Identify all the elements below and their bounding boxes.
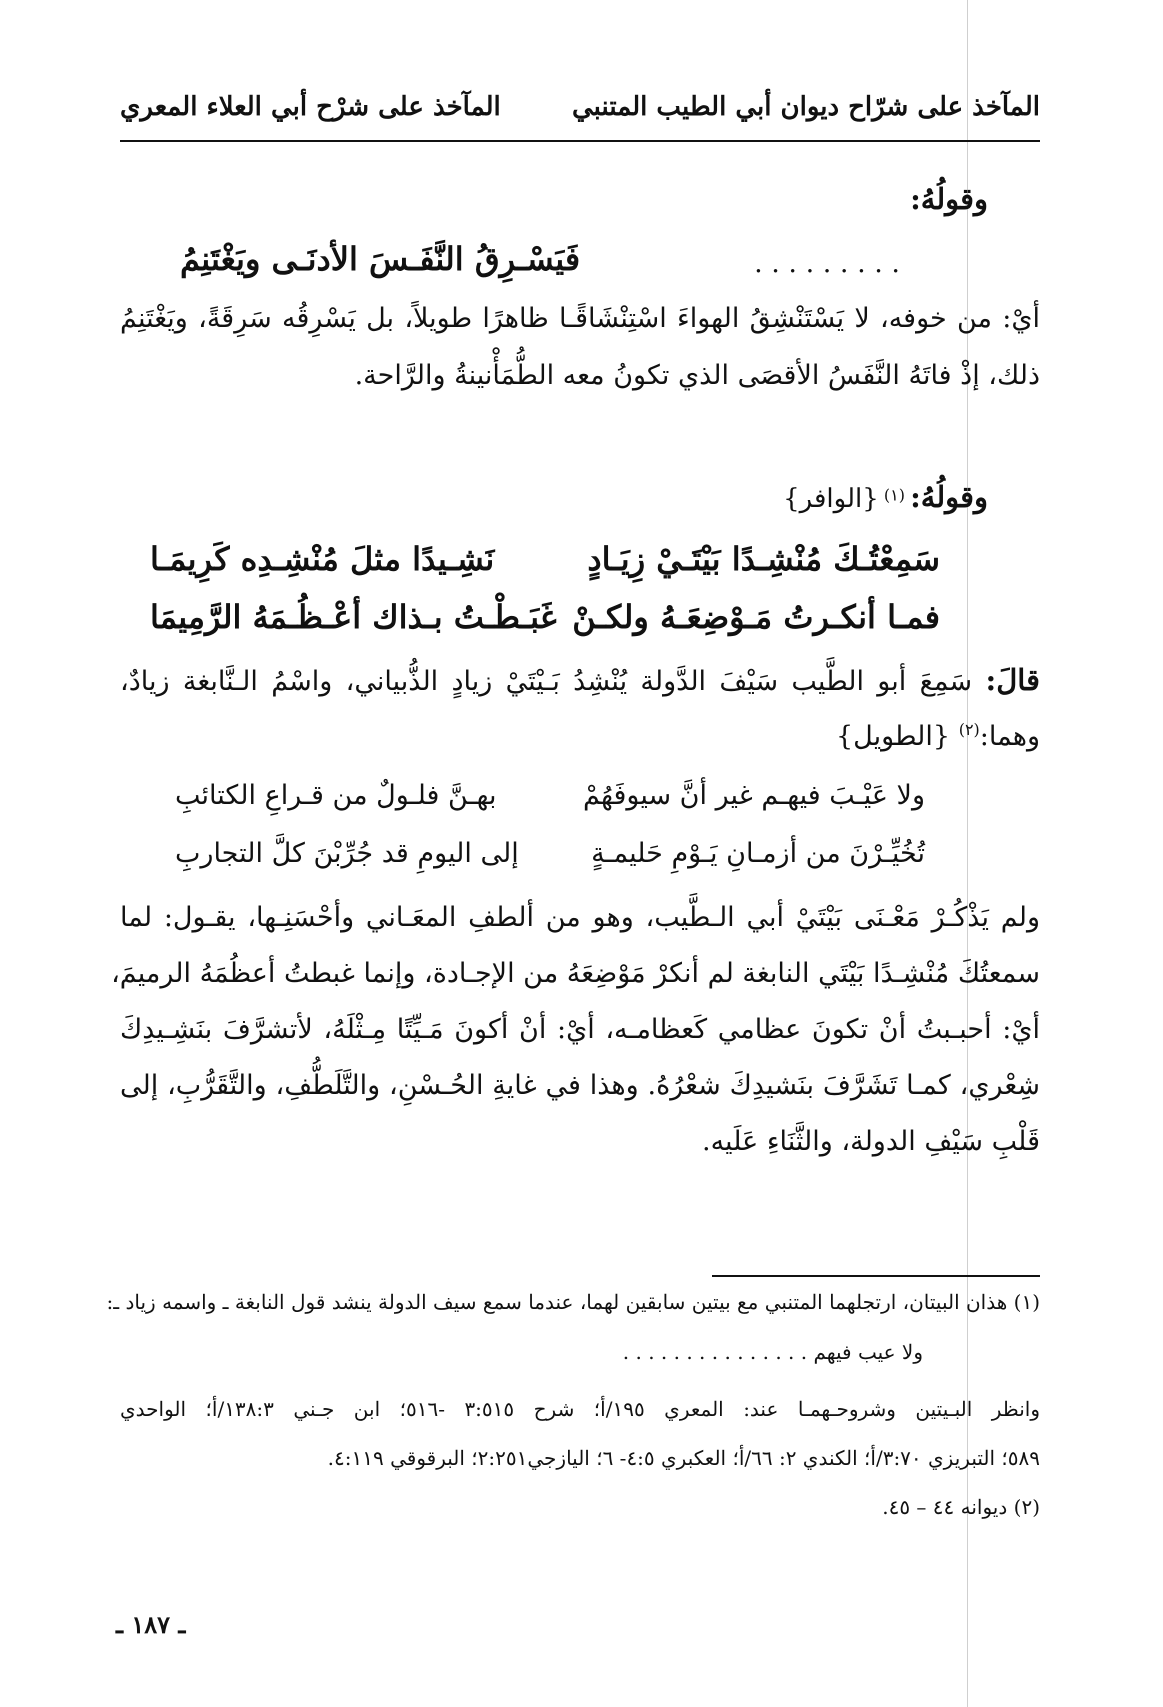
wahuma-text: وهما:: [979, 721, 1040, 752]
section1-commentary-line-1: أيْ: من خوفه، لا يَسْتَنْشِقُ الهواءَ اسْتِنْشَاقًـا ظاهرًا طويلاً، بل يَسْرِقُه سَرِقَةً، ويَغْتَنِمُ: [120, 303, 1040, 334]
header-right-title: المآخذ على شرّاح ديوان أبي الطيب المتنبي: [572, 92, 1040, 122]
header-left-title: المآخذ على شرْح أبي العلاء المعري: [120, 92, 501, 122]
section1-label: وقولُهُ:: [910, 182, 988, 216]
section2-label: وقولُهُ:: [910, 480, 988, 514]
section2-commentary-line-5: قَلْبِ سَيْفِ الدولة، والثَّنَاءِ عَلَيه.: [701, 1126, 1040, 1157]
section1-verse-dots: . . . . . . . . .: [754, 248, 900, 279]
section2-commentary-line-2: سمعتُكَ مُنْشِـدًا بَيْتَي النابغة لم أنكرْ مَوْضِعَهُ من الإجـادة، وإنما غبطتُ أعظُمَهُ الرميمَ،: [111, 958, 1040, 989]
wahuma-line: [120, 720, 1040, 752]
section1-commentary-line-2: ذلك، إذْ فاتَهُ النَّفَسُ الأقصَى الذي تكونُ معه الطُّمَأْنينةُ والرَّاحة.: [354, 360, 1040, 391]
qala-label: قالَ:: [985, 663, 1040, 697]
section2-commentary-line-3: أيْ: أحبـبتُ أنْ تكونَ عظامي كَعظامـه، أيْ: أنْ أكونَ مَـيِّتًا مِـثْلَهُ، لأتشرَّفَ بنَشِـيدِكَ: [120, 1014, 1040, 1045]
qala-text: سَمِعَ أبو الطَّيب سَيْفَ الدَّولة يُنْشِدُ بَـيْتَيْ زيادٍ الذُّبياني، واسْمُ الـنَّابغة زيادٌ،: [120, 666, 973, 697]
footnote-ref-1: (١): [883, 485, 905, 505]
poem-verse-1: [150, 540, 940, 590]
section2-commentary-line-1: ولم يَذْكُـرْ مَعْـنَى بَيْتَيْ أبي الـطَّيب، وهو من ألطفِ المعَـاني وأحْسَنِـها، يقـول: لما: [120, 902, 1040, 933]
page-number: ـ ١٨٧ ـ: [116, 1610, 186, 1639]
meter2-label: {الطويل}: [835, 721, 951, 752]
header-rule: [120, 140, 1040, 142]
footnote-1-line-2: وانظر البـيتين وشروحـهمـا عند: المعري ١٩٥/أ؛ شرح ٣:٥١٥ -٥١٦؛ ابن جـني ١٣٨:٣/أ؛ الواحدي: [120, 1397, 1040, 1421]
footnote-ref-2: (٢): [958, 720, 980, 739]
footnote-1-verse: ولا عيب فيهم . . . . . . . . . . . . . . .: [622, 1340, 923, 1364]
quoted-verse-2: [175, 838, 925, 888]
quoted-verse-1-right: ولا عَيْـبَ فيهـم غير أنَّ سيوفَهُمْ: [583, 780, 925, 811]
section1-verse: [150, 240, 940, 290]
footnote-1-line-1: (١) هذان البيتان، ارتجلهما المتنبي مع بيتين سابقين لهما، عندما سمع سيف الدولة ينشد قول النابغة ـ واسمه زياد ـ:: [106, 1290, 1040, 1314]
poem-verse-2-right: فمـا أنكـرتُ مَـوْضِعَـهُ ولكـنْ: [572, 598, 940, 636]
qala-line: [120, 663, 1040, 697]
footnote-2: (٢) ديوانه ٤٤ – ٤٥.: [882, 1495, 1040, 1519]
poem-verse-1-left: نَشِـيدًا مثلَ مُنْشِـدِه كَرِيمَـا: [150, 540, 495, 578]
quoted-verse-1-left: بهـنَّ فلـولٌ من قـراعِ الكتائبِ: [175, 780, 497, 811]
section2-commentary-line-4: شِعْري، كمـا تَشَرَّفَ بنَشيدِكَ شعْرُهُ. وهذا في غايةِ الحُـسْنِ، والتَّلَطُّفِ، والتَّقَرُّبِ، إلى: [120, 1070, 1040, 1101]
quoted-verse-2-left: إلى اليومِ قد جُرِّبْنَ كلَّ التجاربِ: [175, 838, 519, 869]
running-header: [120, 92, 1040, 132]
footnote-1-line-3: ٥٨٩؛ التبريزي ٣:٧٠/أ؛ الكندي ٢: ٦٦/أ؛ العكبري ٤:٥- ٦؛ اليازجي٢:٢٥١؛ البرقوقي ٤:١١٩.: [327, 1446, 1040, 1470]
quoted-verse-1: [175, 780, 925, 830]
quoted-verse-2-right: تُخُيِّـرْنَ من أزمـانِ يَـوْمِ حَليمـةٍ: [591, 838, 925, 869]
section2-heading: [783, 480, 988, 514]
poem-verse-1-right: سَمِعْتُـكَ مُنْشِـدًا بَيْتَـيْ زِيَـادٍ: [587, 540, 940, 578]
footnote-rule: [712, 1275, 1040, 1277]
poem-verse-2-left: غَبَـطْـتُ بـذاك أعْـظُـمَهُ الرَّمِيمَا: [150, 598, 557, 636]
meter-label: {الوافر}: [783, 484, 879, 514]
poem-verse-2: [150, 598, 940, 648]
section1-verse-text: فَيَسْـرِقُ النَّفَـسَ الأدنَـى ويَغْتَنِمُ: [180, 240, 581, 278]
